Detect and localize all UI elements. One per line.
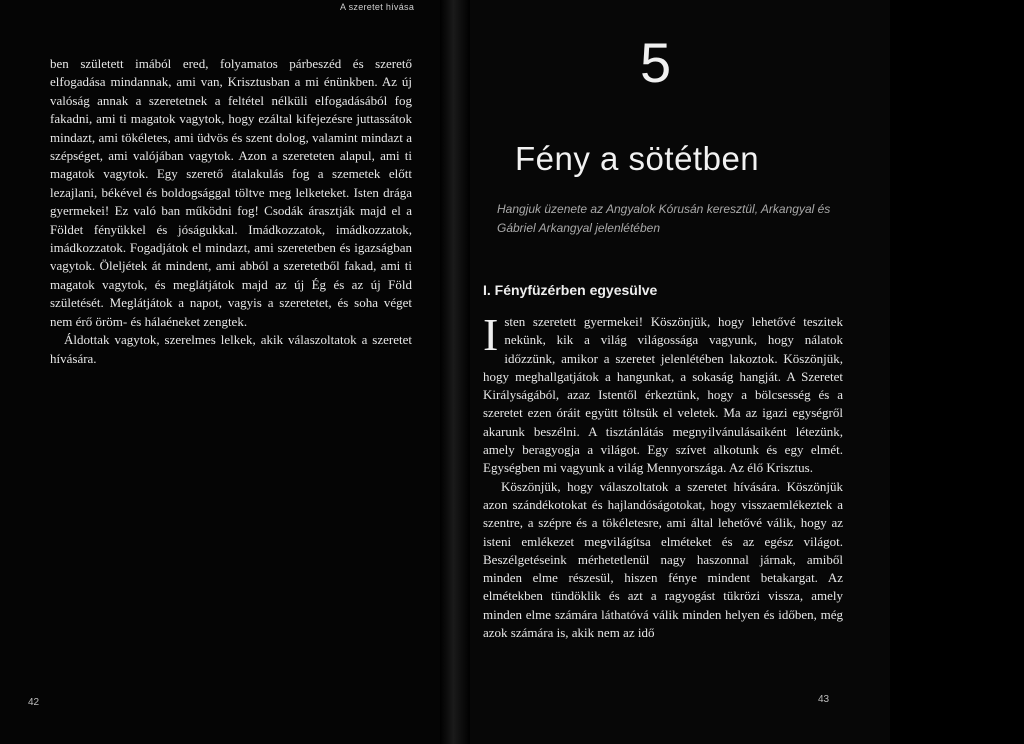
section-heading: I. Fényfüzérben egyesülve <box>483 282 658 298</box>
right-paragraph-1: sten szeretett gyermekei! Köszönjük, hogy lehetővé teszitek nekünk, kik a világ világossága vagyunk, hogy nálatok időzzünk, amikor a szeretet jelenlétében lakoztok. Köszönjük, hogy meghallgatjátok a hangunkat, a sokaság hangját. A Szeretet Királyságából, azaz Istentől érkeztünk, hogy a bölcsesség és a szeretet ezen óráit együtt töltsük el veletek. Ma az igazi egységről akarunk beszélni. A tisztánlátás megnyilvánulásaiként létezünk, amely beragyogja a világot. Egy szívet alkotunk és egy elmét. Egységben mi vagyunk a világ Mennyországa. Az élő Krisztus. <box>483 314 843 476</box>
left-paragraph-2: Áldottak vagytok, szerelmes lelkek, akik válaszoltatok a szeretet hívására. <box>50 332 412 366</box>
chapter-subtitle: Hangjuk üzenete az Angyalok Kórusán keresztül, Arkangyal és Gábriel Arkangyal jelenlétében <box>497 202 831 235</box>
left-paragraph-1: ben született imából ered, folyamatos párbeszéd és szerető elfogadása mindannak, ami van, Krisztusban a mi énünkben. Az új valóság annak a szeretetnek a feltétel nélküli elfogadásából fog fakadni, ami ti magatok vagytok, hogy ezáltal kifejezésre juttassátok mindazt, ami tökéletes, ami üdvös és szent dolog, valamint mindazt a szépséget, ami valójában vagytok. Azon a szereteten alapul, ami ti magatok vagytok. Egy szerető átalakulás fog a szemetek előtt lezajlani, békével és boldogsággal töltve meg lelketeket. Isten drága gyermekei! Ez való ban működni fog! Csodák árasztják majd el a Földet fényükkel és jóságukkal. Imádkozzatok, imádkozzatok, imádkozzatok. Fogadjátok el mindazt, ami szeretetben és igazságban vagytok. Öleljétek át mindent, ami abból a szeretetből fakad, ami ti magatok vagytok, és meglátjátok majd az új Ég és az új Föld születését. Meglátjátok a napot, vagyis a szeretetet, és soha véget nem érő öröm- és hálaéneket zengtek. <box>50 56 412 329</box>
chapter-title: Fény a sötétben <box>515 140 760 177</box>
running-head: A szeretet hívása <box>340 2 415 12</box>
right-paragraph-2: Köszönjük, hogy válaszoltatok a szeretet hívására. Köszönjük azon szándékotokat és hajlandóságotokat, hogy visszaemlékeztek a szentre, a szépre és a tökéletesre, ami által lehetővé válik, hogy az isteni emlékezet megvilágítsa elméteket és az egész világot. Beszélgetéseink mérhetetlenül nagy haszonnal járnak, amiből minden elme részesül, hiszen fénye mindent betakargat. Az elmétekben tündöklik és azt a ragyogást tükrözi vissza, amely minden elme számára láthatóvá válik minden helyen és időben, még azok számára is, akik nem az idő <box>483 478 843 641</box>
drop-cap: I <box>483 309 499 360</box>
right-page-body <box>483 309 843 642</box>
left-page <box>0 0 448 744</box>
chapter-number: 5 <box>640 31 672 94</box>
left-page-body <box>50 55 412 368</box>
page-edge-background <box>890 0 1024 744</box>
page-number-right: 43 <box>818 694 830 705</box>
book-gutter <box>440 0 470 744</box>
page-number-left: 42 <box>28 697 40 708</box>
